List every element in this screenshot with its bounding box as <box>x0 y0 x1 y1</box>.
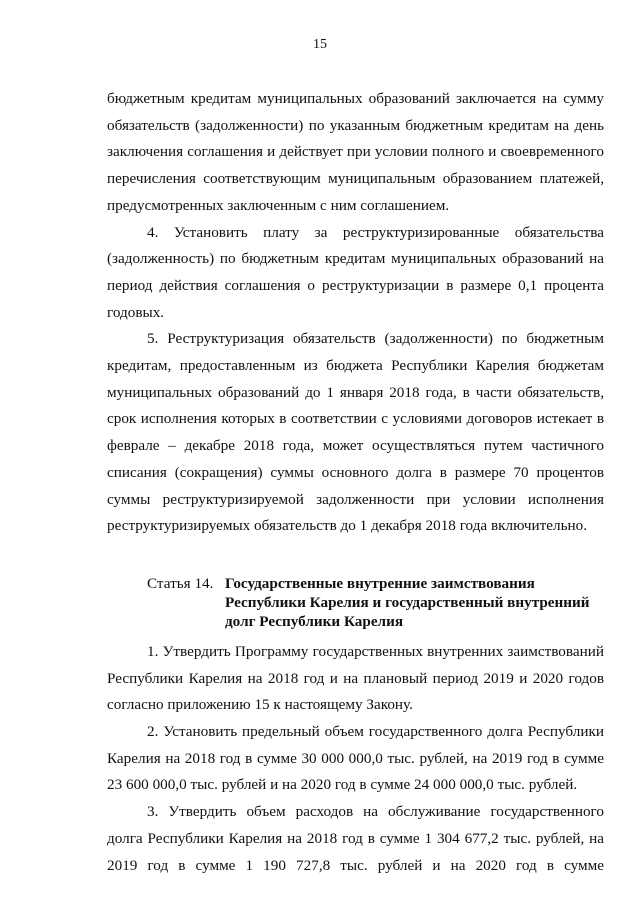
article-paragraph-3: 3. Утвердить объем расходов на обслуживание государственного долга Республики Карелия на 2018 год в сумме 1 304 677,2 тыс. рублей, на 2019 год в сумме 1 190 727,8 тыс. рублей и на 2020 год в сумме <box>107 803 604 874</box>
paragraph-item-4: 4. Установить плату за реструктуризированные обязательства (задолженность) по бюджетным кредитам муниципальных образований на период действия соглашения о реструктуризации в размере 0,1 процента годовых. <box>107 223 604 321</box>
paragraph-continuation: бюджетным кредитам муниципальных образований заключается на сумму обязательств (задолженности) по указанным бюджетным кредитам на день заключения соглашения и действует при условии полного и своевременного перечисления соответствующим муниципальным образованием платежей, предусмотренных заключенным с ним соглашением. <box>107 90 604 214</box>
document-body <box>107 86 604 879</box>
page-number: 15 <box>313 37 327 52</box>
article-heading <box>107 574 604 631</box>
paragraph-item-5: 5. Реструктуризация обязательств (задолженности) по бюджетным кредитам, предоставленным из бюджета Республики Карелия бюджетам муниципальных образований до 1 января 2018 года, в части обязательств, срок исполнения которых в соответствии с условиями договоров истекает в феврале – декабре 2018 года, может осуществляться путем частичного списания (сокращения) суммы основного долга в размере 70 процентов суммы реструктуризируемой задолженности при условии исполнения реструктуризируемых обязательств до 1 декабря 2018 года включительно. <box>107 330 604 535</box>
article-paragraph-2: 2. Установить предельный объем государственного долга Республики Карелия на 2018 год в сумме 30 000 000,0 тыс. рублей, на 2019 год в сумме 23 600 000,0 тыс. рублей и на 2020 год в сумме 24 000 000,0 тыс. рублей. <box>107 723 604 794</box>
article-title: Государственные внутренние заимствования Республики Карелия и государственный внутренний долг Республики Карелия <box>225 574 590 630</box>
article-number: Статья 14. <box>147 574 214 592</box>
article-paragraph-1: 1. Утвердить Программу государственных внутренних заимствований Республики Карелия на 2018 год и на плановый период 2019 и 2020 годов согласно приложению 15 к настоящему Закону. <box>107 642 604 714</box>
